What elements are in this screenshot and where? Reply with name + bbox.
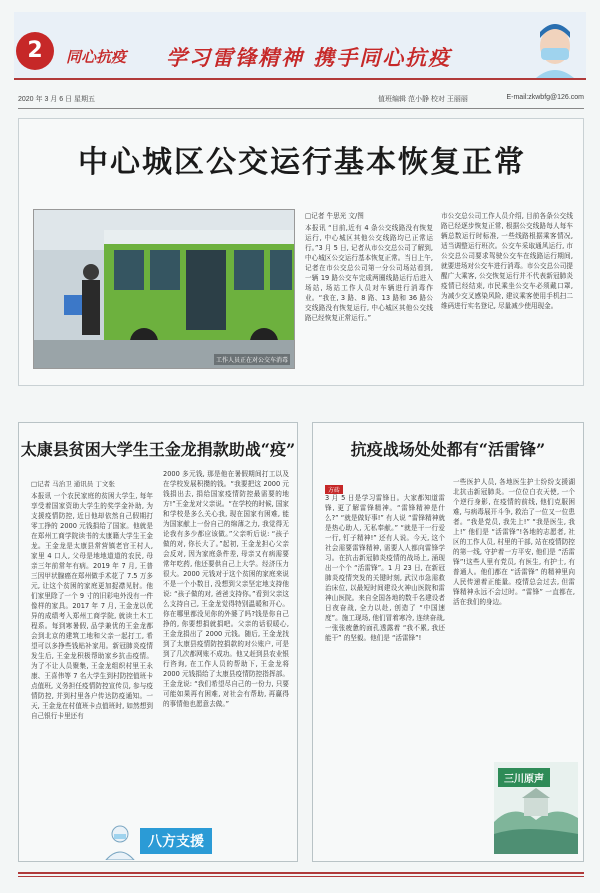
- bus-photo-image: [34, 210, 295, 369]
- medical-worker-icon: [100, 820, 140, 860]
- section-label-sanchuan: 三川原声: [498, 768, 550, 787]
- contact-email: E-mail:zkwbfg@126.com: [506, 94, 584, 101]
- left-article-column-1: 本报讯 一个农民家庭的贫困大学生, 每年享受着国家资助大学生的奖学金补助, 为支援疫情防控, 近日他却依然自己假期打零工挣的 2000 元钱捐给了国家。他就是在郑州工商学院读书的太康籍大学生王金龙。王金龙是太康县常营镇老官王村人, 家里 4 口人, 父母是地地道道的农民, 母亲三年前常年有病。2019 年 7 月, 王普三因甲状腺癌在郑州做手术花了 7.5 万多元, 让这个贫困的家庭更加捉襟见肘。他们家里除了一个 9 寸的旧彩电外没有一件像样的家具。2017 年 7 月, 王金龙以优异的成绩考入郑州工商学院, 就读土木工程系。每到寒暑假, 品学兼优的王金龙都会到北京的建筑工地和父亲一起打工, 希望可以多挣些钱贴补家用。新冠肺炎疫情发生后, 王金龙积极帮助家乡抗击疫情。为了不让人员聚集, 王金龙组织村里王永康、王喜伟等 7 名大学生到村防控值班卡点值班, 义务担任疫情防控宣传员, 参与疫情防控, 并到村里各户传达防疫通知。一天, 王金龙在村值班卡点值班时, 如然想到自己银行卡里还有: [31, 492, 153, 720]
- left-article-panel: [18, 422, 298, 862]
- page-number-badge: 2: [16, 32, 54, 70]
- left-article-column-2: 2000 多元钱, 那是他在暑假期间打工以及在学校发展积攒的钱。“我要把这 2000 元钱捐出去, 捐给国家疫情防控最需要的地方!”王金龙对父亲说。“在学校的时候, 国家和学校是多么关心我, 现在国家有困难, 能为国家献上一份自己的绵薄之力, 我觉得无论我有多少都应该做。”父亲听后说: “孩子做的对, 你长大了。”起初, 王金龙担心父亲会反对, 因为家庭条件差, 母亲又有病需要常年吃药, 他还要供自己上大学。经济压力很大。2000 元钱对于这个贫困的家庭来说不是一个小数目, 没想到父亲坚定地支持他说: “孩子做的对, 爸爸支持你。”看到父亲这么支持自己, 王金龙觉得特别温暖和开心。你在哪里都没见你的外婆了吗?钱是你自己挣的, 你要想捐就捐吧。父亲的话很暖心, 王金龙捐出了 2000 元钱。随后, 王金龙找到了太康县疫情防控捐款的对公账户, 可是到了几次都网账不成功。他又赶到县农业银行咨询, 在工作人员的帮助下, 王金龙将 2000 元钱捐给了太康县疫情防控指挥部。王金龙说: “我们希望尽自己的一份力, 只要可能如果再有困难, 对社会有帮助, 再赢得的事情他也愿意去做。”: [163, 470, 289, 708]
- right-article-column-2: 一些医护人员, 各地医生护士纷纷支援湖北抗击新冠肺炎。一位位白衣天使, 一个个逆行身影, 在疫情的前线, 他们克服困难, 与病毒展开斗争, 救治了一位又一位患者。“我是党员, 我先上!” “我是医生, 我上!” 他们是 “活雷锋”!各地的志愿者, 社区的工作人员, 村里的干部, 站在疫情防控的第一线, 守护着一方平安, 他们是 “活雷锋”!这些人里有党员, 有医生, 有护士, 有普通人。他们都在 “活雷锋” 的精神里向人民传递着正能量。疫情总会过去, 但雷锋精神永远不会过时。“雷锋” 一直都在, 活在我们的身边。: [453, 478, 575, 606]
- right-article-title: 抗疫战场处处都有“活雷锋”: [350, 440, 546, 459]
- top-article: [18, 118, 584, 386]
- right-article-column-1: 3 月 5 日是学习雷锋日。大家都知道雷锋, 更了解雷锋精神。“雷锋精神是什么?” “就是做好事!” 有人说 “雷锋精神就是热心助人, 无私奉献。” “就是干一行爱一行, 钉子精神!” 还有人说。今天, 这个社会需要雷锋精神, 需要人人都向雷锋学习。在抗击新冠肺炎疫情的战场上, 涌现出一个个 “活雷锋”。1 月 23 日, 在新冠肺炎疫情突发的关键时刻, 武汉市急需救治床位, 以最短时间建设火神山医院和雷神山医院。来自全国各地的数千名建设者日夜奋战, 全力以赴, 创造了 “中国速度”。施工现场, 他们冒着寒冷, 连续奋战, 一张张疲惫的面孔透露着 “我不累, 我还能干” 的坚毅。他们是 “活雷锋”!: [325, 494, 445, 642]
- issue-date: 2020 年 3 月 6 日 星期五: [18, 96, 96, 103]
- section-label-bafang: 八方支援: [140, 828, 212, 854]
- dateline: [18, 94, 584, 108]
- top-article-column-1: [305, 211, 433, 381]
- left-article-byline: □记者 马治卫 通讯员 丁文张: [31, 480, 115, 488]
- photo-caption: 工作人员正在对公交车消毒: [214, 354, 290, 365]
- bus-disinfection-photo: [33, 209, 295, 369]
- editor-credits: 值班编辑 范小静 校对 王丽丽: [378, 96, 468, 103]
- masthead-slogan: 学习雷锋精神 携手同心抗疫: [166, 46, 452, 70]
- masthead: [14, 12, 586, 80]
- top-article-byline: □记者 牛思光 文/图: [305, 212, 364, 220]
- top-article-headline: 中心城区公交运行基本恢复正常: [78, 145, 526, 180]
- right-section-badge: [494, 762, 578, 854]
- header-rule: [18, 108, 584, 109]
- nurse-illustration-icon: [530, 18, 580, 78]
- top-article-column-2: [441, 211, 573, 381]
- top-article-body-1: 本报讯 “目前,近有 4 条公交线路没有恢复运行, 中心城区其他公交线路均已正常运行。”3 月 5 日, 记者从市公交总公司了解到, 中心城区公交运行基本恢复正常。当日上午, 记者在市公交总公司第一分公司场站看到, 一辆 19 路公交车完成两圈线路运行后进入场站, 场站工作人员对车辆进行消毒作业。“我在, 3 路、8 路、13 路和 36 路公交线路没有恢复运行, 中心城区其他公交线路已经恢复正常运行。”: [305, 224, 433, 322]
- masthead-brand: 同心抗疫: [66, 48, 127, 66]
- footer-rule-thin: [18, 876, 584, 877]
- footer-rule: [18, 872, 584, 874]
- left-section-badge: [100, 820, 220, 860]
- top-article-body-2: 市公交总公司工作人员介绍, 目前各条公交线路已经逐步恢复正常, 根据公交线路每人每车辆总数运行时标准, 一些线路根据乘客情况, 适当调整运行班次。公交车采取通风运行, 市公交总公司要求驾驶公交车在线路运行期间, 就要进场对公交车进行消毒。市公交总公司提醒广大乘客, 公交恢复运行并不代表新冠肺炎疫情已经结束, 市民乘坐公交车必须戴口罩, 为减少交叉感染风险, 建议乘客使用手机扫二维码进行实名登记, 尽量减少使用现金。: [441, 212, 573, 310]
- left-article-title: 太康县贫困大学生王金龙捐款助战“疫”: [20, 440, 296, 459]
- author-tag: 方砖: [325, 485, 343, 494]
